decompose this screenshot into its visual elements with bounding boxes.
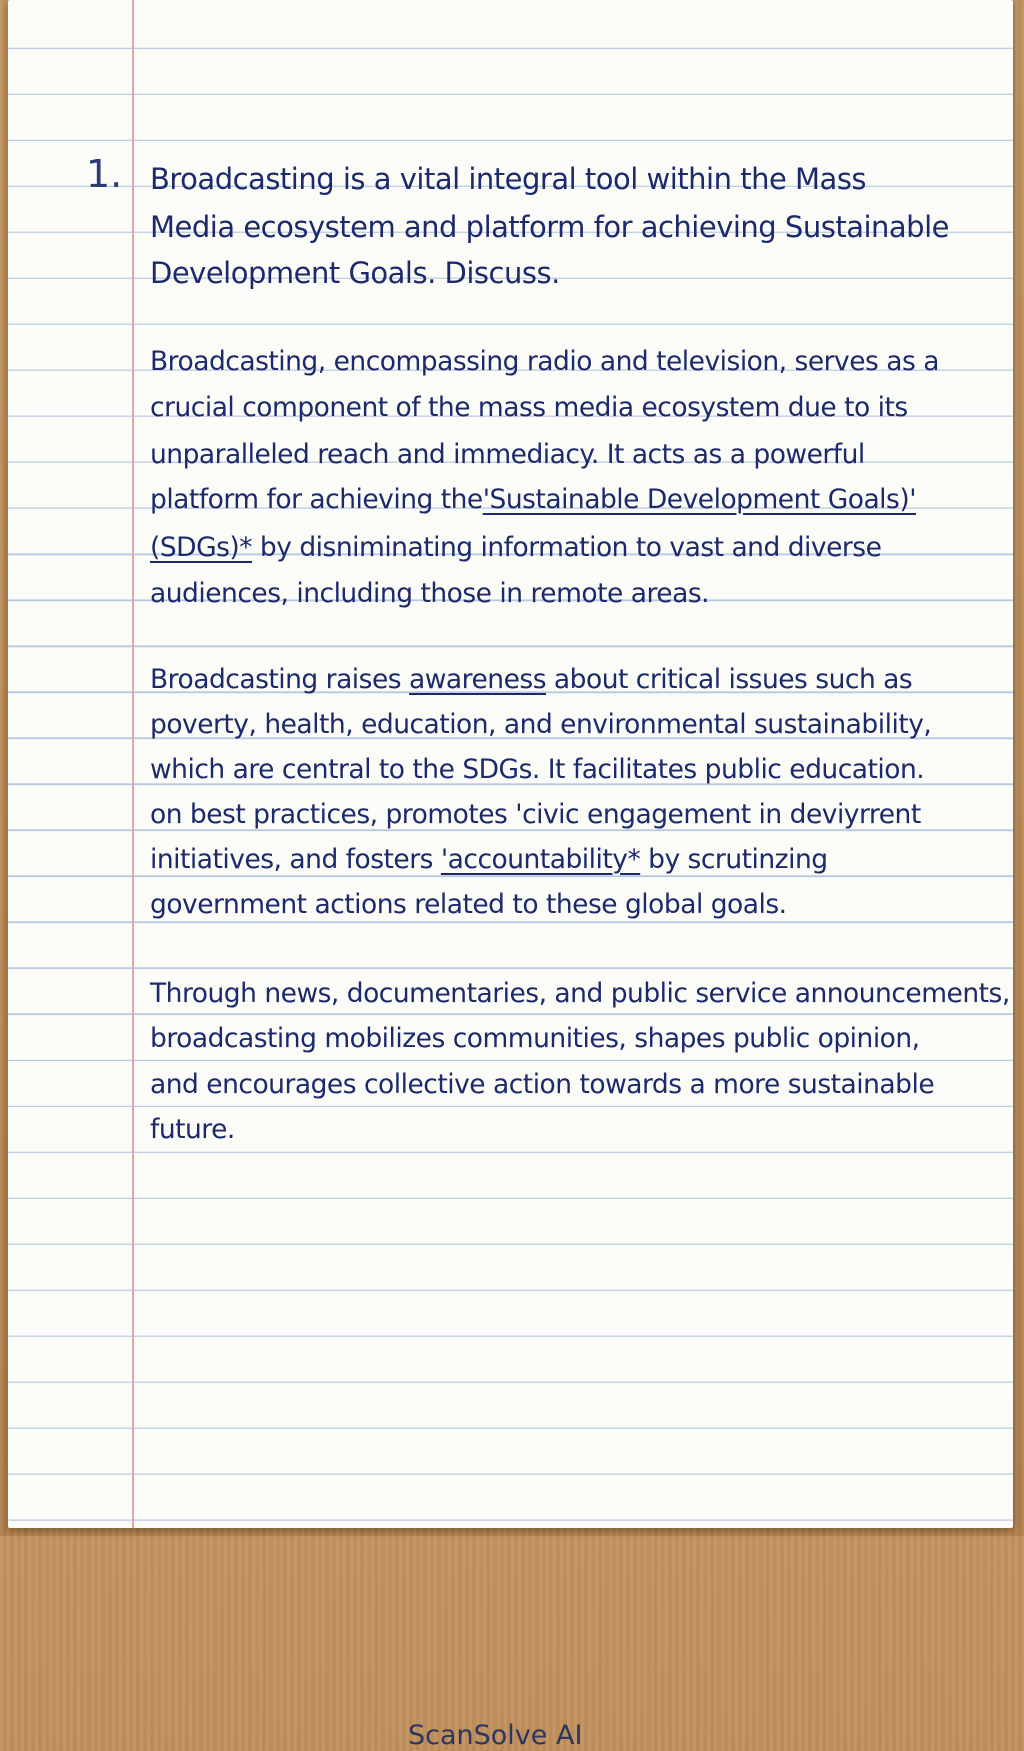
question-number: 1.: [86, 152, 123, 196]
p2-line-2: poverty, health, education, and environmental sustainability,: [150, 709, 932, 740]
p3-line-4: future.: [150, 1114, 235, 1145]
underlined-sdg-term: 'Sustainable Development Goals)': [482, 484, 916, 515]
p1-line-6: audiences, including those in remote areas.: [150, 578, 710, 609]
p1-line-2: crucial component of the mass media ecosystem due to its: [150, 392, 908, 423]
margin-line: [132, 0, 134, 1528]
question-line-1: Broadcasting is a vital integral tool within the Mass: [150, 162, 867, 196]
p2-line-6: government actions related to these global goals.: [150, 889, 787, 920]
p2-line-1: [150, 664, 912, 695]
p1-line-5-text: by disniminating information to vast and diverse: [252, 532, 882, 563]
p2-line-5-text-c: by scrutinzing: [640, 844, 828, 875]
underlined-awareness: awareness: [409, 664, 546, 695]
p2-line-5-text-a: initiatives, and fosters: [150, 844, 441, 875]
p1-line-4-text: platform for achieving the: [150, 484, 483, 515]
p3-line-2: broadcasting mobilizes communities, shapes public opinion,: [150, 1023, 920, 1054]
notebook-page: [8, 0, 1013, 1751]
p2-line-1-text-c: about critical issues such as: [546, 664, 913, 695]
p3-line-1: Through news, documentaries, and public service announcements,: [150, 978, 1010, 1009]
p1-line-5: [150, 532, 881, 563]
p1-line-3: unparalleled reach and immediacy. It acts as a powerful: [150, 439, 865, 470]
p3-line-3: and encourages collective action towards a more sustainable: [150, 1069, 935, 1100]
question-line-3: Development Goals. Discuss.: [150, 256, 560, 290]
question-line-2: Media ecosystem and platform for achieving Sustainable: [150, 210, 949, 244]
p2-line-1-text-a: Broadcasting raises: [150, 664, 410, 695]
p1-line-4: [150, 484, 916, 515]
scansolve-watermark: ScanSolve AI: [408, 1720, 583, 1751]
p2-line-3: which are central to the SDGs. It facilitates public education.: [150, 754, 925, 785]
p2-line-5: [150, 844, 828, 875]
underlined-sdgs-abbrev: (SDGs)*: [150, 532, 252, 563]
underlined-accountability: 'accountability*: [440, 844, 641, 875]
p2-line-4: on best practices, promotes 'civic engagement in deviyrrent: [150, 799, 921, 830]
p1-line-1: Broadcasting, encompassing radio and television, serves as a: [150, 346, 939, 377]
